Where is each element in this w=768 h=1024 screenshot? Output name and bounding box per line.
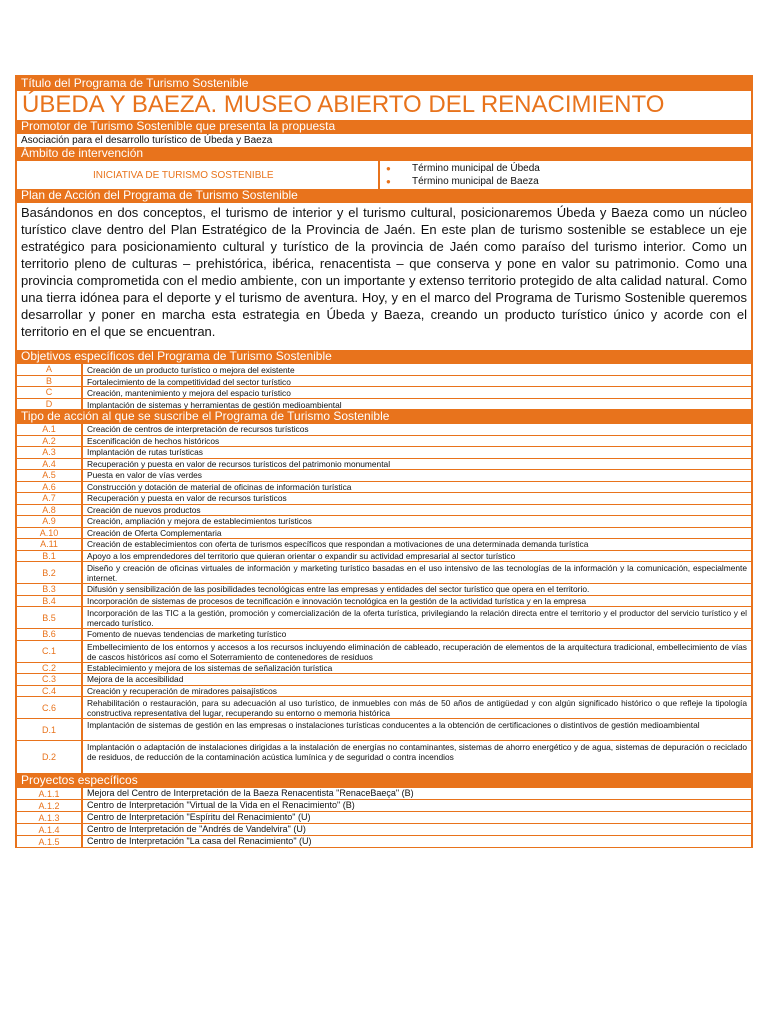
action-type-row — [17, 584, 751, 595]
row-code: A.1.4 — [17, 824, 81, 835]
action-type-row — [17, 674, 751, 685]
projects-table — [17, 788, 751, 847]
row-code: A.1.1 — [17, 788, 81, 799]
row-description: Difusión y sensibilización de las posibilidades tecnológicas entre las empresas y entidades del sector turístico que opera en el territorio. — [83, 584, 751, 595]
row-description: Creación de nuevos productos — [83, 505, 751, 516]
action-type-table — [17, 424, 751, 773]
row-code: C.3 — [17, 674, 81, 685]
row-description: Establecimiento y mejora de los sistemas de señalización turística — [83, 663, 751, 674]
row-description: Incorporación de sistemas de procesos de tecnificación e innovación tecnológica en la gestión de la actividad turística y en la empresa — [83, 596, 751, 607]
row-description: Creación de un producto turístico o mejora del existente — [83, 364, 751, 375]
row-description: Construcción y dotación de material de oficinas de información turística — [83, 482, 751, 493]
row-description: Centro de Interpretación de "Andrés de Vandelvira" (U) — [83, 824, 751, 835]
action-type-row — [17, 741, 751, 773]
row-code: A.1.5 — [17, 836, 81, 847]
row-code: A.1 — [17, 424, 81, 435]
row-description: Incorporación de las TIC a la gestión, promoción y comercialización de la oferta turística, privilegiando la relación directa entre el territorio y el productor del servicio turístico y el mercado turístico. — [83, 607, 751, 628]
projects-label: Proyectos específicos — [17, 774, 751, 788]
row-code: D.1 — [17, 719, 81, 740]
objective-row — [17, 364, 751, 375]
row-code: B.4 — [17, 596, 81, 607]
row-code: D — [17, 399, 81, 410]
row-code: A.9 — [17, 516, 81, 527]
row-description: Recuperación y puesta en valor de recursos turísticos — [83, 493, 751, 504]
action-type-row — [17, 607, 751, 628]
row-description: Recuperación y puesta en valor de recursos turísticos del patrimonio monumental — [83, 459, 751, 470]
row-code: A.6 — [17, 482, 81, 493]
row-description: Escenificación de hechos históricos — [83, 436, 751, 447]
row-code: C.2 — [17, 663, 81, 674]
scope-initiative: INICIATIVA DE TURISMO SOSTENIBLE — [17, 161, 378, 189]
project-row — [17, 812, 751, 823]
action-type-row — [17, 562, 751, 583]
row-description: Implantación de sistemas y herramientas de gestión medioambiental — [83, 399, 751, 410]
row-code: C — [17, 387, 81, 398]
row-code: B — [17, 376, 81, 387]
action-plan-text: Basándonos en dos conceptos, el turismo de interior y el turismo cultural, posicionaremos Úbeda y Baeza como un núcleo turístico clave dentro del Plan Estratégico de la Provincia de Jaén. En este plan de turismo sostenible se establece un eje estratégico para posicionamiento cultural y turístico de la provincia de Jaén como paraíso del turismo interior. Como un territorio pleno de culturas – prehistórica, ibérica, renacentista – que conserva y pone en valor su patrimonio. Como una provincia comprometida con el medio ambiente, con un importante y extenso territorio protegido de alta calidad natural. Como una tierra idónea para el deporte y el turismo de aventura. Hoy, y en el marco del Programa de Turismo Sostenible queremos desarrollar y poner en marcha esta estrategia en Úbeda y Baeza, creando un producto turístico único y acorde con el territorio en el que se encuentran. — [17, 203, 751, 350]
project-row — [17, 800, 751, 811]
row-code: A.5 — [17, 470, 81, 481]
row-description: Creación, ampliación y mejora de establecimientos turísticos — [83, 516, 751, 527]
row-code: A.10 — [17, 528, 81, 539]
bullet-icon: ● — [386, 164, 391, 173]
action-type-row — [17, 470, 751, 481]
project-row — [17, 836, 751, 847]
row-description: Creación de Oferta Complementaria — [83, 528, 751, 539]
row-description: Fomento de nuevas tendencias de marketing turístico — [83, 629, 751, 640]
action-type-row — [17, 516, 751, 527]
action-type-row — [17, 493, 751, 504]
project-row — [17, 824, 751, 835]
action-type-row — [17, 551, 751, 562]
row-description: Diseño y creación de oficinas virtuales de información y marketing turístico basadas en el uso intensivo de las tecnologías de la información y la comunicación, especialmente internet. — [83, 562, 751, 583]
action-type-row — [17, 436, 751, 447]
action-type-row — [17, 641, 751, 662]
row-code: B.2 — [17, 562, 81, 583]
row-code: C.4 — [17, 686, 81, 697]
row-code: D.2 — [17, 741, 81, 773]
action-type-row — [17, 459, 751, 470]
row-description: Centro de Interpretación "La casa del Renacimiento" (U) — [83, 836, 751, 847]
row-description: Puesta en valor de vías verdes — [83, 470, 751, 481]
bullet-icon: ● — [386, 177, 391, 186]
scope-item: ● Término municipal de Úbeda — [386, 163, 540, 174]
row-description: Mejora de la accesibilidad — [83, 674, 751, 685]
row-code: B.3 — [17, 584, 81, 595]
row-code: C.6 — [17, 697, 81, 718]
action-type-label: Tipo de acción al que se suscribe el Programa de Turismo Sostenible — [17, 410, 751, 424]
row-description: Apoyo a los emprendedores del territorio que quieran orientar o expandir su actividad empresarial al sector turístico — [83, 551, 751, 562]
programme-title-label: Título del Programa de Turismo Sostenible — [17, 77, 751, 91]
row-description: Creación de centros de interpretación de recursos turísticos — [83, 424, 751, 435]
row-description: Creación y recuperación de miradores paisajísticos — [83, 686, 751, 697]
row-description: Centro de Interpretación "Virtual de la Vida en el Renacimiento" (B) — [83, 800, 751, 811]
action-plan-label: Plan de Acción del Programa de Turismo Sostenible — [17, 189, 751, 203]
action-type-row — [17, 663, 751, 674]
action-type-row — [17, 528, 751, 539]
action-type-row — [17, 482, 751, 493]
row-code: A.3 — [17, 447, 81, 458]
action-type-row — [17, 424, 751, 435]
objective-row — [17, 376, 751, 387]
scope-item: ● Término municipal de Baeza — [386, 176, 539, 187]
project-row — [17, 788, 751, 799]
action-type-row — [17, 539, 751, 550]
action-type-row — [17, 505, 751, 516]
row-description: Centro de Interpretación "Espíritu del Renacimiento" (U) — [83, 812, 751, 823]
action-type-row — [17, 697, 751, 718]
action-type-row — [17, 686, 751, 697]
row-code: C.1 — [17, 641, 81, 662]
row-code: A.4 — [17, 459, 81, 470]
objectives-label: Objetivos específicos del Programa de Turismo Sostenible — [17, 350, 751, 364]
objective-row — [17, 399, 751, 410]
row-description: Creación, mantenimiento y mejora del espacio turístico — [83, 387, 751, 398]
sustainable-tourism-form — [15, 75, 753, 848]
action-type-row — [17, 629, 751, 640]
row-description: Implantación de rutas turísticas — [83, 447, 751, 458]
row-code: A.7 — [17, 493, 81, 504]
promoter-value: Asociación para el desarrollo turístico de Úbeda y Baeza — [17, 134, 751, 147]
row-code: A.11 — [17, 539, 81, 550]
objectives-table — [17, 364, 751, 409]
row-code: A.1.3 — [17, 812, 81, 823]
action-type-row — [17, 596, 751, 607]
programme-title: ÚBEDA Y BAEZA. MUSEO ABIERTO DEL RENACIMIENTO — [17, 91, 751, 120]
promoter-label: Promotor de Turismo Sostenible que presenta la propuesta — [17, 120, 751, 134]
row-code: B.5 — [17, 607, 81, 628]
row-description: Implantación de sistemas de gestión en las empresas o instalaciones turísticas conducentes a la obtención de certificaciones o distintivos de gestión medioambiental — [83, 719, 751, 740]
scope-row — [17, 161, 751, 189]
action-type-row — [17, 719, 751, 740]
row-code: B.6 — [17, 629, 81, 640]
row-description: Rehabilitación o restauración, para su adecuación al uso turístico, de inmuebles con más de 50 años de antigüedad y con algún significado histórico o que refleje la tipología constructiva representativa del lugar, recuperando su entorno o memoria histórica — [83, 697, 751, 718]
scope-label: Ámbito de intervención — [17, 147, 751, 161]
row-description: Fortalecimiento de la competitividad del sector turístico — [83, 376, 751, 387]
row-code: B.1 — [17, 551, 81, 562]
row-code: A — [17, 364, 81, 375]
row-code: A.2 — [17, 436, 81, 447]
row-description: Embellecimiento de los entornos y accesos a los recursos incluyendo eliminación de cableado, recuperación de elementos de la arquitectura tradicional, embellecimiento de vías de cascos históricos así como el Soterramiento de contenedores de residuos — [83, 641, 751, 662]
objective-row — [17, 387, 751, 398]
row-code: A.1.2 — [17, 800, 81, 811]
row-code: A.8 — [17, 505, 81, 516]
row-description: Mejora del Centro de Interpretación de la Baeza Renacentista "RenaceBaeça" (B) — [83, 788, 751, 799]
row-description: Implantación o adaptación de instalaciones dirigidas a la instalación de energías no contaminantes, sistemas de ahorro energético y de agua, sistemas de depuración o reciclado de residuos, de reducción de la contaminación acústica lumínica y de seguridad o contra incendios — [83, 741, 751, 773]
scope-list — [380, 161, 751, 189]
action-type-row — [17, 447, 751, 458]
row-description: Creación de establecimientos con oferta de turismos específicos que respondan a motivaciones de una determinada demanda turística — [83, 539, 751, 550]
